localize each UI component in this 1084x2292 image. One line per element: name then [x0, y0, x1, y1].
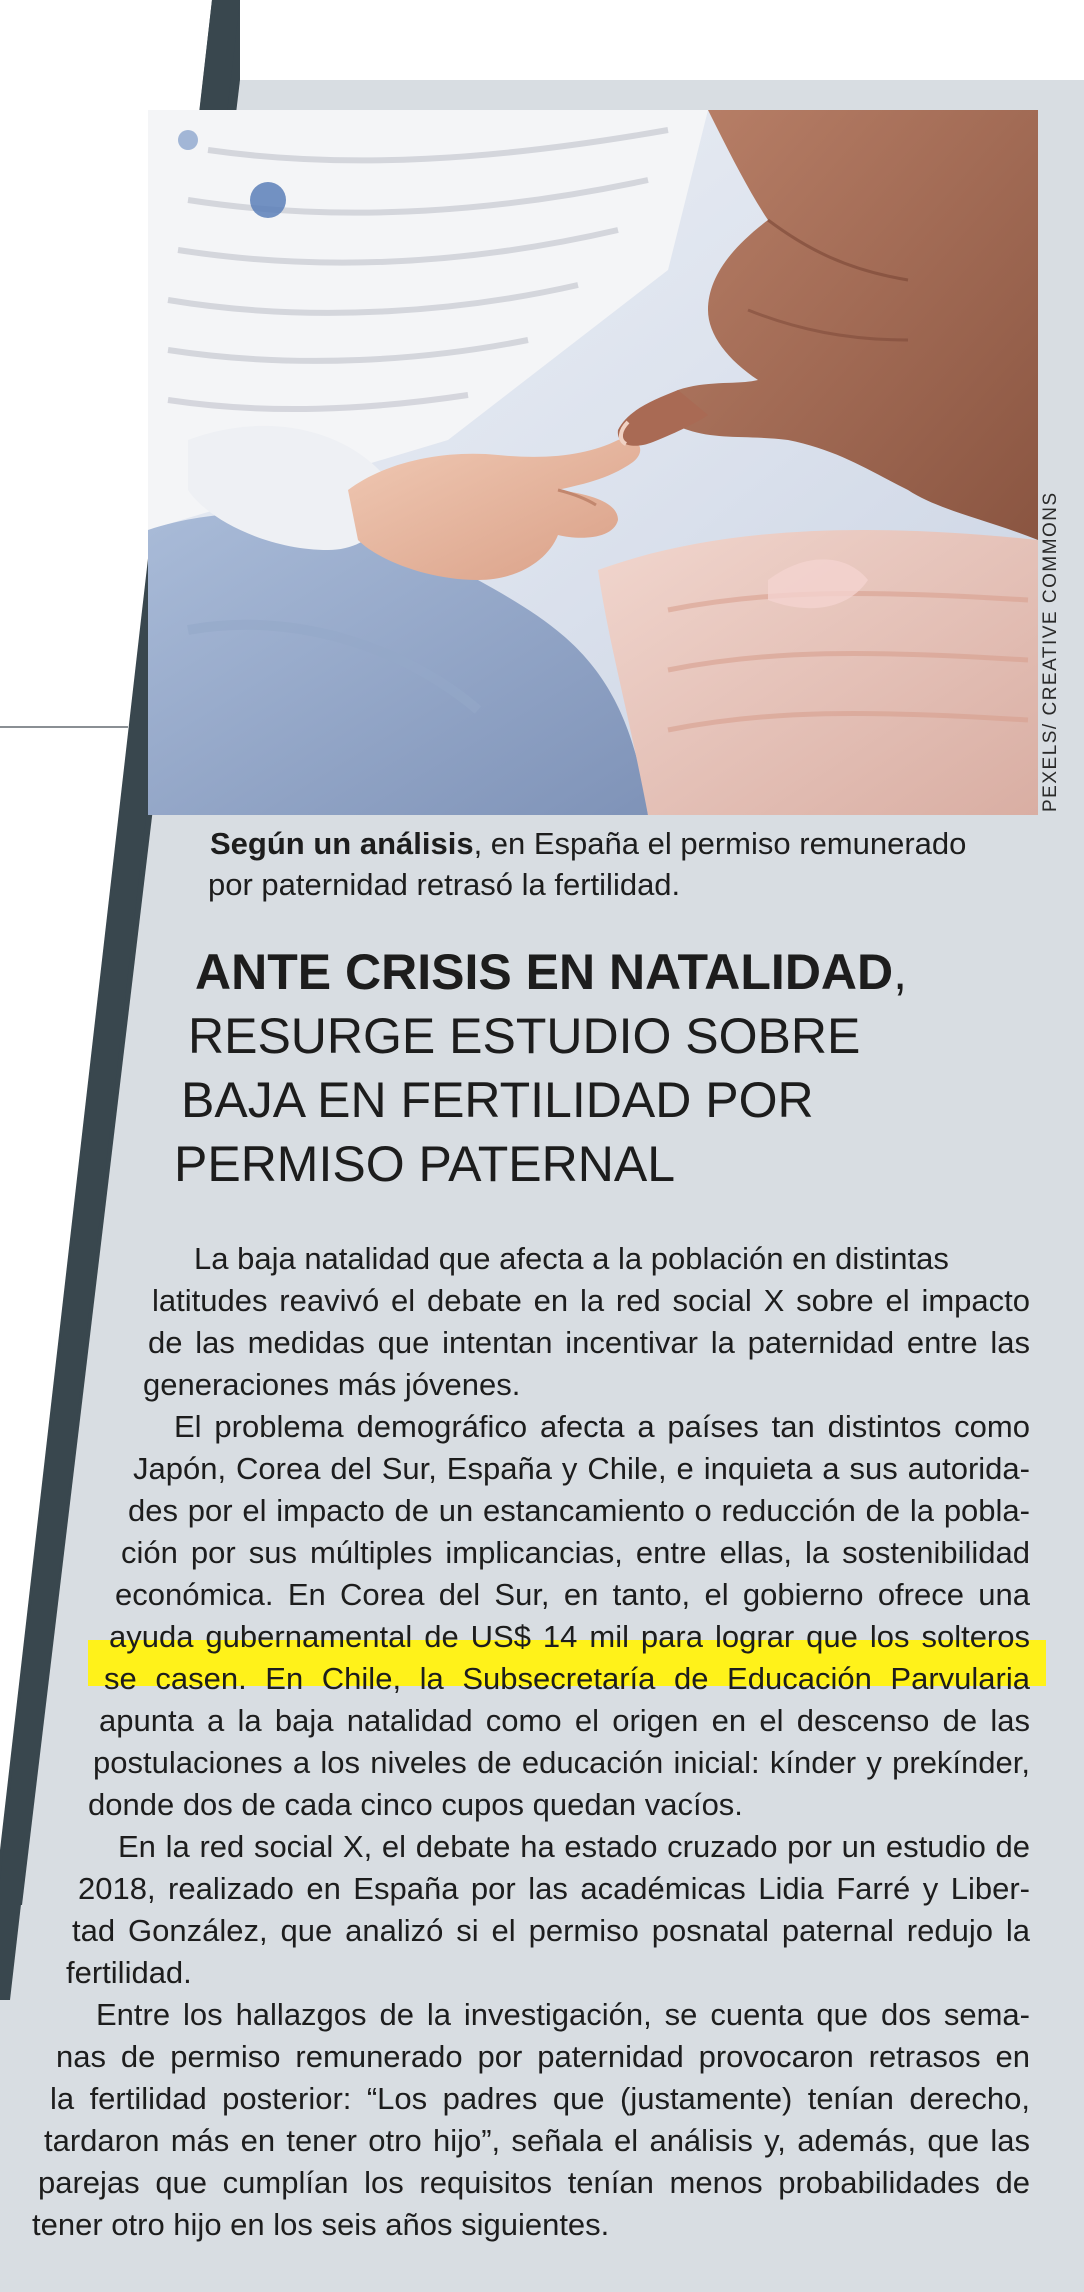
body-line: de las medidas que intentan incentivar la paternidad entre las [148, 1325, 1030, 1360]
body-line: des por el impacto de un estancamiento o reducción de la pobla- [128, 1493, 1030, 1528]
headline-line-4: PERMISO PATERNAL [174, 1136, 676, 1192]
separator-line [0, 726, 128, 728]
body-line: la fertilidad posterior: “Los padres que (justamente) tenían derecho, [50, 2081, 1030, 2116]
body-line: económica. En Corea del Sur, en tanto, el gobierno ofrece una [115, 1577, 1030, 1612]
body-line: La baja natalidad que afecta a la población en distintas [194, 1241, 949, 1276]
body-line: parejas que cumplían los requisitos tenían menos probabilidades de [38, 2165, 1030, 2200]
baby-hand-photo [148, 110, 1038, 815]
photo-caption [210, 823, 1030, 905]
headline-comma: , [893, 944, 908, 1000]
body-line: latitudes reavivó el debate en la red social X sobre el impacto [152, 1283, 1030, 1318]
headline-line-3: BAJA EN FERTILIDAD POR [181, 1072, 814, 1128]
body-line: fertilidad. [66, 1955, 192, 1990]
caption-bold-lead: Según un análisis [210, 826, 474, 861]
body-line: donde dos de cada cinco cupos quedan vacíos. [88, 1787, 743, 1822]
body-line: 2018, realizado en España por las académicas Lidia Farré y Liber- [78, 1871, 1030, 1906]
headline-line-2: RESURGE ESTUDIO SOBRE [188, 1008, 861, 1064]
body-line: ayuda gubernamental de US$ 14 mil para lograr que los solteros [109, 1619, 1030, 1654]
body-line: postulaciones a los niveles de educación inicial: kínder y prekínder, [93, 1745, 1030, 1780]
caption-text-line1: , en España el permiso remunerado [473, 826, 967, 861]
body-line: Japón, Corea del Sur, España y Chile, e inquieta a sus autorida- [133, 1451, 1030, 1486]
body-line: tardaron más en tener otro hijo”, señala el análisis y, además, que las [44, 2123, 1030, 2158]
body-line: tad González, que analizó si el permiso posnatal paternal redujo la [72, 1913, 1030, 1948]
headline-bold: ANTE CRISIS EN NATALIDAD [195, 944, 894, 1000]
body-line: nas de permiso remunerado por paternidad provocaron retrasos en [56, 2039, 1030, 2074]
photo-credit: PEXELS/ CREATIVE COMMONS [1040, 491, 1061, 812]
body-line: ción por sus múltiples implicancias, entre ellas, la sostenibilidad [121, 1535, 1030, 1570]
body-line: Entre los hallazgos de la investigación, se cuenta que dos sema- [96, 1997, 1030, 2032]
body-line-highlighted: se casen. En Chile, la Subsecretaría de Educación Parvularia [104, 1661, 1030, 1696]
caption-text-line2: por paternidad retrasó la fertilidad. [208, 867, 681, 902]
body-line: apunta a la baja natalidad como el origen en el descenso de las [99, 1703, 1030, 1738]
body-line: generaciones más jóvenes. [143, 1367, 521, 1402]
body-line: El problema demográfico afecta a países tan distintos como [174, 1409, 1030, 1444]
body-line: En la red social X, el debate ha estado cruzado por un estudio de [118, 1829, 1030, 1864]
body-line: tener otro hijo en los seis años siguientes. [32, 2207, 610, 2242]
headline [170, 940, 1070, 1196]
